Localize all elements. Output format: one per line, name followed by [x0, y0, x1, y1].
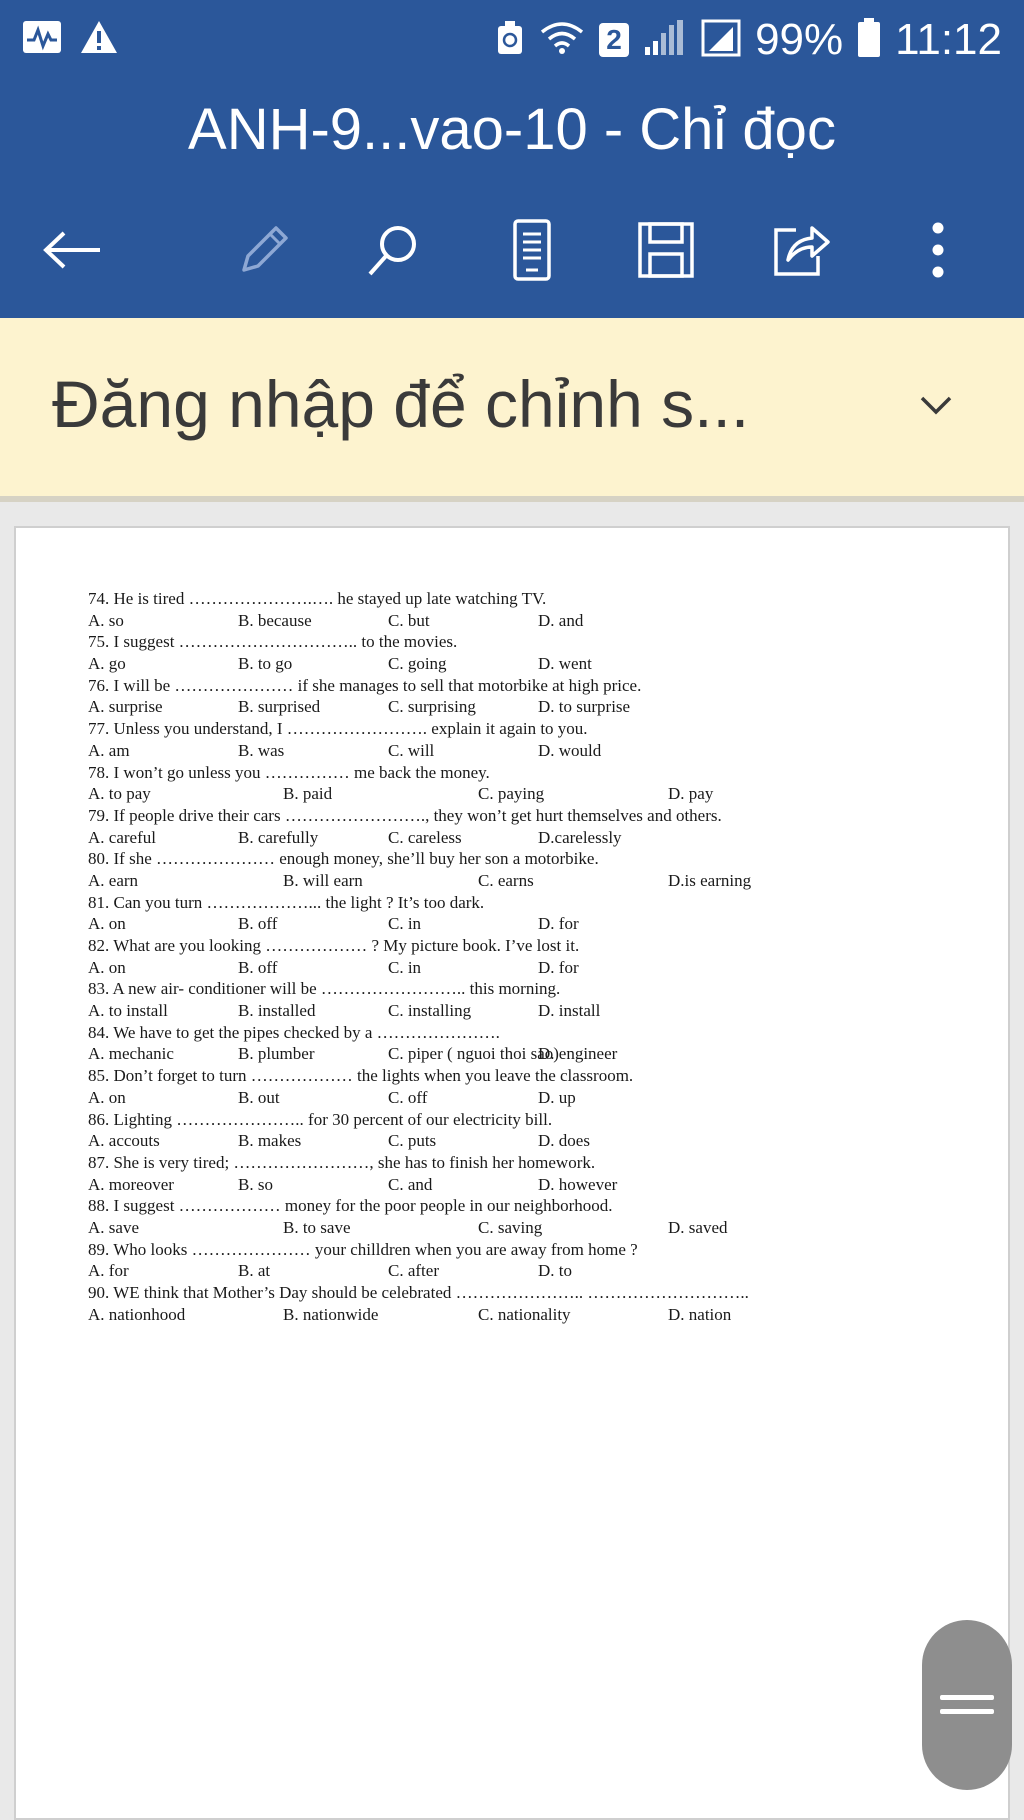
status-right: [495, 14, 1002, 66]
answer-option: C. surprising: [388, 697, 476, 717]
answer-option: A. for: [88, 1261, 129, 1281]
options-row: [88, 610, 888, 632]
answer-option: C. saving: [478, 1217, 543, 1237]
answer-option: C. piper ( nguoi thoi sao): [388, 1044, 559, 1064]
options-row: [88, 1174, 888, 1196]
options-row: [88, 957, 888, 979]
answer-option: D. engineer: [538, 1044, 618, 1064]
answer-option: B. because: [238, 610, 312, 630]
answer-option: A. mechanic: [88, 1044, 174, 1064]
answer-option: C. and: [388, 1174, 433, 1194]
activity-icon: [22, 20, 62, 59]
answer-option: D. to surprise: [538, 697, 631, 717]
question-text: 77. Unless you understand, I ……………………. explain it again to you.: [88, 719, 588, 739]
answer-option: C. paying: [478, 784, 545, 804]
answer-option: C. off: [388, 1087, 428, 1107]
pencil-icon: [232, 220, 292, 280]
options-row: [88, 783, 888, 805]
options-row: [88, 696, 888, 718]
answer-option: B. to save: [283, 1217, 351, 1237]
search-button[interactable]: [358, 214, 430, 286]
options-row: [88, 870, 888, 892]
answer-option: C. nationality: [478, 1304, 571, 1324]
options-row: [88, 1087, 888, 1109]
options-row: [88, 1304, 888, 1326]
question-text: 78. I won’t go unless you …………… me back the money.: [88, 762, 490, 782]
answer-option: D. for: [538, 957, 579, 977]
question-text: 80. If she ………………… enough money, she’ll buy her son a motorbike.: [88, 849, 599, 869]
scroll-handle[interactable]: [922, 1620, 1012, 1790]
answer-option: B. makes: [238, 1131, 302, 1151]
share-button[interactable]: [764, 214, 836, 286]
chevron-down-icon[interactable]: [908, 378, 964, 434]
options-row: [88, 1043, 888, 1065]
question-text: 79. If people drive their cars ……………………., they won’t get hurt themselves and others.: [88, 805, 722, 825]
title-bar: [0, 80, 1024, 180]
more-options-button[interactable]: [902, 214, 974, 286]
options-row: [88, 1217, 888, 1239]
recycle-icon: [495, 20, 525, 61]
answer-option: B. off: [238, 914, 278, 934]
answer-option: A. nationhood: [88, 1304, 186, 1324]
search-icon: [364, 220, 424, 280]
answer-option: D. to: [538, 1261, 572, 1281]
options-row: [88, 913, 888, 935]
answer-option: A. accouts: [88, 1131, 160, 1151]
answer-option: B. installed: [238, 1001, 316, 1021]
answer-option: D. pay: [668, 784, 714, 804]
answer-option: C. puts: [388, 1131, 437, 1151]
answer-option: D. install: [538, 1001, 601, 1021]
answer-option: C. after: [388, 1261, 439, 1281]
question-text: 87. She is very tired; ……………………, she has to finish her homework.: [88, 1152, 596, 1172]
answer-option: C. careless: [388, 827, 462, 847]
answer-option: D. and: [538, 610, 584, 630]
question-text: 82. What are you looking ……………… ? My picture book. I’ve lost it.: [88, 936, 580, 955]
answer-option: D. would: [538, 740, 602, 760]
sim-badge: 2: [599, 23, 629, 57]
edit-button[interactable]: [226, 214, 298, 286]
question-text: 75. I suggest ………………………….. to the movies.: [88, 632, 458, 652]
save-icon: [636, 220, 696, 280]
document-title: ANH-9...vao-10 - Chỉ đọc: [188, 97, 836, 162]
warning-icon: [80, 20, 118, 59]
answer-option: C. will: [388, 740, 435, 760]
answer-option: A. careful: [88, 827, 156, 847]
more-icon: [928, 220, 948, 280]
sign-in-banner[interactable]: [0, 318, 1024, 502]
answer-option: D. nation: [668, 1304, 732, 1324]
answer-option: B. was: [238, 740, 285, 760]
question-text: 89. Who looks ………………… your chilldren when you are away from home ?: [88, 1239, 638, 1259]
answer-option: A. moreover: [88, 1174, 174, 1194]
document-content: [88, 588, 888, 1325]
question-text: 86. Lighting ………………….. for 30 percent of our electricity bill.: [88, 1109, 553, 1129]
answer-option: A. so: [88, 610, 124, 630]
wifi-icon: [539, 20, 585, 61]
answer-option: D. saved: [668, 1217, 728, 1237]
answer-option: B. surprised: [238, 697, 321, 717]
question-text: 84. We have to get the pipes checked by a ………………….: [88, 1022, 500, 1042]
share-icon: [768, 220, 832, 280]
answer-option: D. went: [538, 654, 592, 674]
answer-option: A. am: [88, 740, 130, 760]
options-row: [88, 827, 888, 849]
question-text: 88. I suggest ……………… money for the poor people in our neighborhood.: [88, 1196, 613, 1216]
answer-option: B. carefully: [238, 827, 319, 847]
answer-option: C. earns: [478, 870, 534, 890]
drag-lines-icon: [938, 1685, 996, 1725]
signal-full-icon: [701, 19, 741, 62]
question-text: 90. WE think that Mother’s Day should be celebrated ………………….. ………………………..: [88, 1283, 749, 1302]
answer-option: B. plumber: [238, 1044, 315, 1064]
toolbar: [0, 180, 1024, 318]
answer-option: D. however: [538, 1174, 618, 1194]
signal-icon: [643, 19, 687, 62]
answer-option: D. for: [538, 914, 579, 934]
status-bar: [0, 0, 1024, 80]
answer-option: D. does: [538, 1131, 590, 1151]
clock: 11:12: [895, 15, 1002, 64]
answer-option: B. so: [238, 1174, 273, 1194]
sign-in-banner-text: Đăng nhập để chỉnh s...: [52, 367, 750, 441]
status-left: [22, 20, 118, 59]
answer-option: C. in: [388, 957, 422, 977]
answer-option: B. will earn: [283, 870, 363, 890]
question-text: 76. I will be ………………… if she manages to sell that motorbike at high price.: [88, 675, 642, 695]
mobile-view-button[interactable]: [496, 214, 568, 286]
back-button[interactable]: [36, 214, 108, 286]
answer-option: C. in: [388, 914, 422, 934]
answer-option: C. going: [388, 654, 447, 674]
answer-option: A. on: [88, 1087, 126, 1107]
mobile-view-icon: [512, 218, 552, 282]
options-row: [88, 1130, 888, 1152]
answer-option: C. installing: [388, 1001, 472, 1021]
answer-option: A. to install: [88, 1001, 168, 1021]
answer-option: A. on: [88, 914, 126, 934]
battery-percent: 99%: [755, 15, 844, 64]
answer-option: D.is earning: [668, 870, 752, 890]
question-text: 85. Don’t forget to turn ……………… the lights when you leave the classroom.: [88, 1066, 634, 1086]
answer-option: B. nationwide: [283, 1304, 379, 1324]
options-row: [88, 1000, 888, 1022]
answer-option: A. go: [88, 654, 126, 674]
answer-option: C. but: [388, 610, 430, 630]
answer-option: B. to go: [238, 654, 293, 674]
answer-option: A. to pay: [88, 784, 151, 804]
answer-option: D.carelessly: [538, 827, 622, 847]
answer-option: B. at: [238, 1261, 271, 1281]
save-button[interactable]: [630, 214, 702, 286]
question-text: 83. A new air- conditioner will be …………………….. this morning.: [88, 979, 561, 999]
answer-option: B. out: [238, 1087, 280, 1107]
question-text: 81. Can you turn ………………... the light ? It’s too dark.: [88, 892, 485, 912]
options-row: [88, 1260, 888, 1282]
answer-option: D. up: [538, 1087, 576, 1107]
answer-option: B. paid: [283, 784, 333, 804]
answer-option: A. save: [88, 1217, 139, 1237]
battery-icon: [857, 18, 881, 63]
document-page[interactable]: [14, 526, 1010, 1820]
answer-option: A. on: [88, 957, 126, 977]
back-arrow-icon: [40, 230, 104, 270]
answer-option: B. off: [238, 957, 278, 977]
options-row: [88, 653, 888, 675]
answer-option: A. earn: [88, 870, 139, 890]
question-text: 74. He is tired ………………….…. he stayed up late watching TV.: [88, 589, 547, 608]
answer-option: A. surprise: [88, 697, 163, 717]
options-row: [88, 740, 888, 762]
